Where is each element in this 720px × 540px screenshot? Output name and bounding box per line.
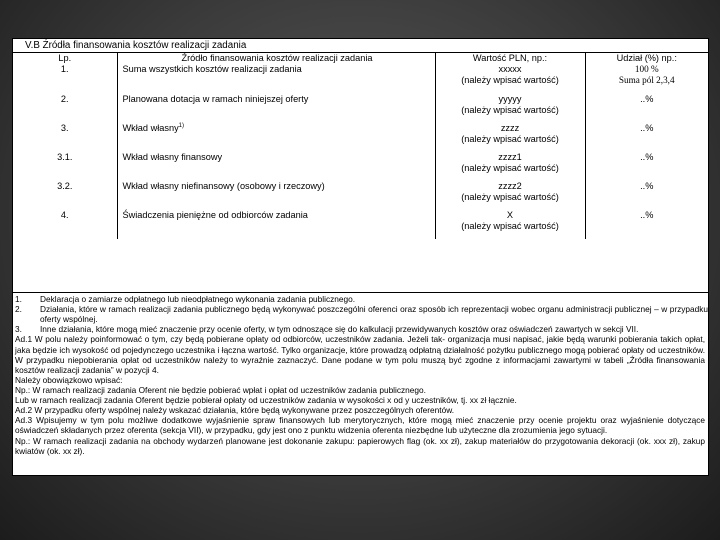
- footnote-text: Działania, które w ramach realizacji zadania publicznego będą wykonywać poszczególni oferenci oraz sposób ich reprezentacji wobec organu administracji publicznej – w przypadku oferty wspólnej.: [40, 304, 708, 325]
- row-source: Wkład własny niefinansowy (osobowy i rzeczowy): [117, 181, 435, 210]
- footnote-item: [13, 294, 708, 304]
- row-lp: 3.2.: [57, 181, 73, 191]
- header-share: Udział (%) np.:: [585, 53, 708, 64]
- row-value-note: (należy wpisać wartość): [461, 104, 559, 115]
- row-lp: 4.: [60, 210, 69, 220]
- row-share: 100 %: [634, 64, 659, 74]
- row-share: ..%: [585, 210, 708, 239]
- row-value-cell: [435, 64, 585, 94]
- note-paragraph: Np.: W ramach realizacji zadania Oferent nie będzie pobierać wpłat i opłat od uczestników zadania publicznego.: [15, 384, 426, 395]
- row-lp: 3.: [60, 123, 69, 133]
- table-row: [13, 123, 708, 152]
- table-row: [13, 210, 708, 239]
- row-share: ..%: [585, 94, 708, 123]
- row-value-cell: [435, 181, 585, 210]
- note-paragraph: Np.: W ramach realizacji zadania na obchody wydarzeń planowane jest dokonanie zakupu: papierowych flag (ok. xx zł), zakup materiałów do przygotowania dekoracji (ok. xxx zł), zakup kwiatów (ok. xx zł).: [15, 435, 705, 456]
- row-source: Planowana dotacja w ramach niniejszej oferty: [117, 94, 435, 123]
- row-value: X: [506, 210, 514, 220]
- footnotes-block: [13, 294, 708, 456]
- row-lp: 1.: [60, 64, 69, 74]
- financing-table: [13, 53, 708, 239]
- row-value: xxxxx: [498, 64, 522, 74]
- row-value-cell: [435, 123, 585, 152]
- document-sheet: [12, 38, 709, 476]
- note-paragraph: Lub w ramach realizacji zadania Oferent będzie pobierał opłaty od uczestników zadania w wysokości x od y uczestników, tj. xx zł łącznie.: [15, 395, 517, 406]
- row-source: Suma wszystkich kosztów realizacji zadania: [117, 64, 435, 94]
- row-value-cell: [435, 94, 585, 123]
- table-bottom-divider: [13, 292, 708, 293]
- note-paragraph: Należy obowiązkowo wpisać:: [15, 374, 123, 385]
- footnote-number: 2.: [15, 304, 22, 315]
- table-row: [13, 94, 708, 123]
- row-lp: 2.: [60, 94, 69, 104]
- row-value-cell: [435, 152, 585, 181]
- row-value-note: (należy wpisać wartość): [461, 133, 559, 144]
- row-lp: 3.1.: [57, 152, 73, 162]
- section-title: V.B Źródła finansowania kosztów realizacji zadania: [13, 39, 385, 53]
- header-source: Źródło finansowania kosztów realizacji zadania: [117, 53, 435, 64]
- row-value-note: (należy wpisać wartość): [461, 191, 559, 202]
- row-share: ..%: [585, 123, 708, 152]
- header-lp: Lp.: [58, 53, 72, 63]
- header-value: Wartość PLN, np.:: [435, 53, 585, 64]
- row-value-note: (należy wpisać wartość): [461, 74, 559, 85]
- footnote-text: Inne działania, które mogą mieć znaczenie przy ocenie oferty, w tym odnoszące się do kalkulacji przewidywanych kosztów oraz oświadczeń zawartych w sekcji VII.: [40, 324, 639, 335]
- table-row: [13, 181, 708, 210]
- row-source: Świadczenia pieniężne od odbiorców zadania: [117, 210, 435, 239]
- row-source: Wkład własny finansowy: [117, 152, 435, 181]
- row-value-note: (należy wpisać wartość): [461, 220, 559, 231]
- footnote-item: [13, 304, 708, 324]
- row-value: yyyyy: [498, 94, 522, 104]
- footnote-number: 1.: [15, 294, 22, 304]
- table-row: [13, 152, 708, 181]
- row-value-note: (należy wpisać wartość): [461, 162, 559, 173]
- row-share: ..%: [585, 152, 708, 181]
- row-share-cell: [585, 64, 708, 94]
- footnote-text: Deklaracja o zamiarze odpłatnego lub nieodpłatnego wykonania zadania publicznego.: [40, 294, 356, 304]
- note-paragraph: Ad.1 W polu należy poinformować o tym, czy będą pobierane opłaty od odbiorców, uczestników zadania. Jeżeli tak- organizacja musi napisać, jakie będą warunki pobierania takich opłat, jaka będzie ich wysokość od pojedynczego uczestnika i łączna wartość. Tylko organizacje, które prowadzą odpłatną działalność pożytku publicznego mogą pobierać opłaty od uczestników. W przypadku niepobierania opłat od uczestników należy to wyraźnie zaznaczyć. Dane podane w tym polu muszą być zgodne z informacjami zawartymi w tabeli „Źródła finansowania kosztów realizacji zadania” w pozycji 4.: [15, 334, 705, 375]
- row-share: ..%: [585, 181, 708, 210]
- footnote-ref: 1): [178, 123, 185, 129]
- row-value: zzzz: [500, 123, 520, 133]
- row-value: zzzz1: [498, 152, 522, 162]
- row-source-cell: [117, 123, 435, 152]
- table-header-row: [13, 53, 708, 64]
- table-row: [13, 64, 708, 94]
- note-paragraph: Ad.3 Wpisujemy w tym polu możliwe dodatkowe wyjaśnienie spraw finansowych lub merytorycznych, które mogą mieć znaczenie przy ocenie projektu oraz wyjaśnienie dotyczące oświadczeń składanych przez oferenta (sekcja VII), w przypadku, gdy jest ono z punktu widzenia oferenta niezbędne lub użyteczne dla zrozumienia jego sytuacji.: [15, 415, 705, 436]
- row-share-note: Suma pól 2,3,4: [618, 74, 675, 85]
- footnote-item: [13, 324, 708, 334]
- footnote-number: 3.: [15, 324, 22, 335]
- row-source: Wkład własny: [122, 123, 179, 134]
- row-value-cell: [435, 210, 585, 239]
- note-paragraph: Ad.2 W przypadku oferty wspólnej należy wskazać działania, które będą wykonywane przez poszczególnych oferentów.: [15, 405, 455, 416]
- row-value: zzzz2: [498, 181, 522, 191]
